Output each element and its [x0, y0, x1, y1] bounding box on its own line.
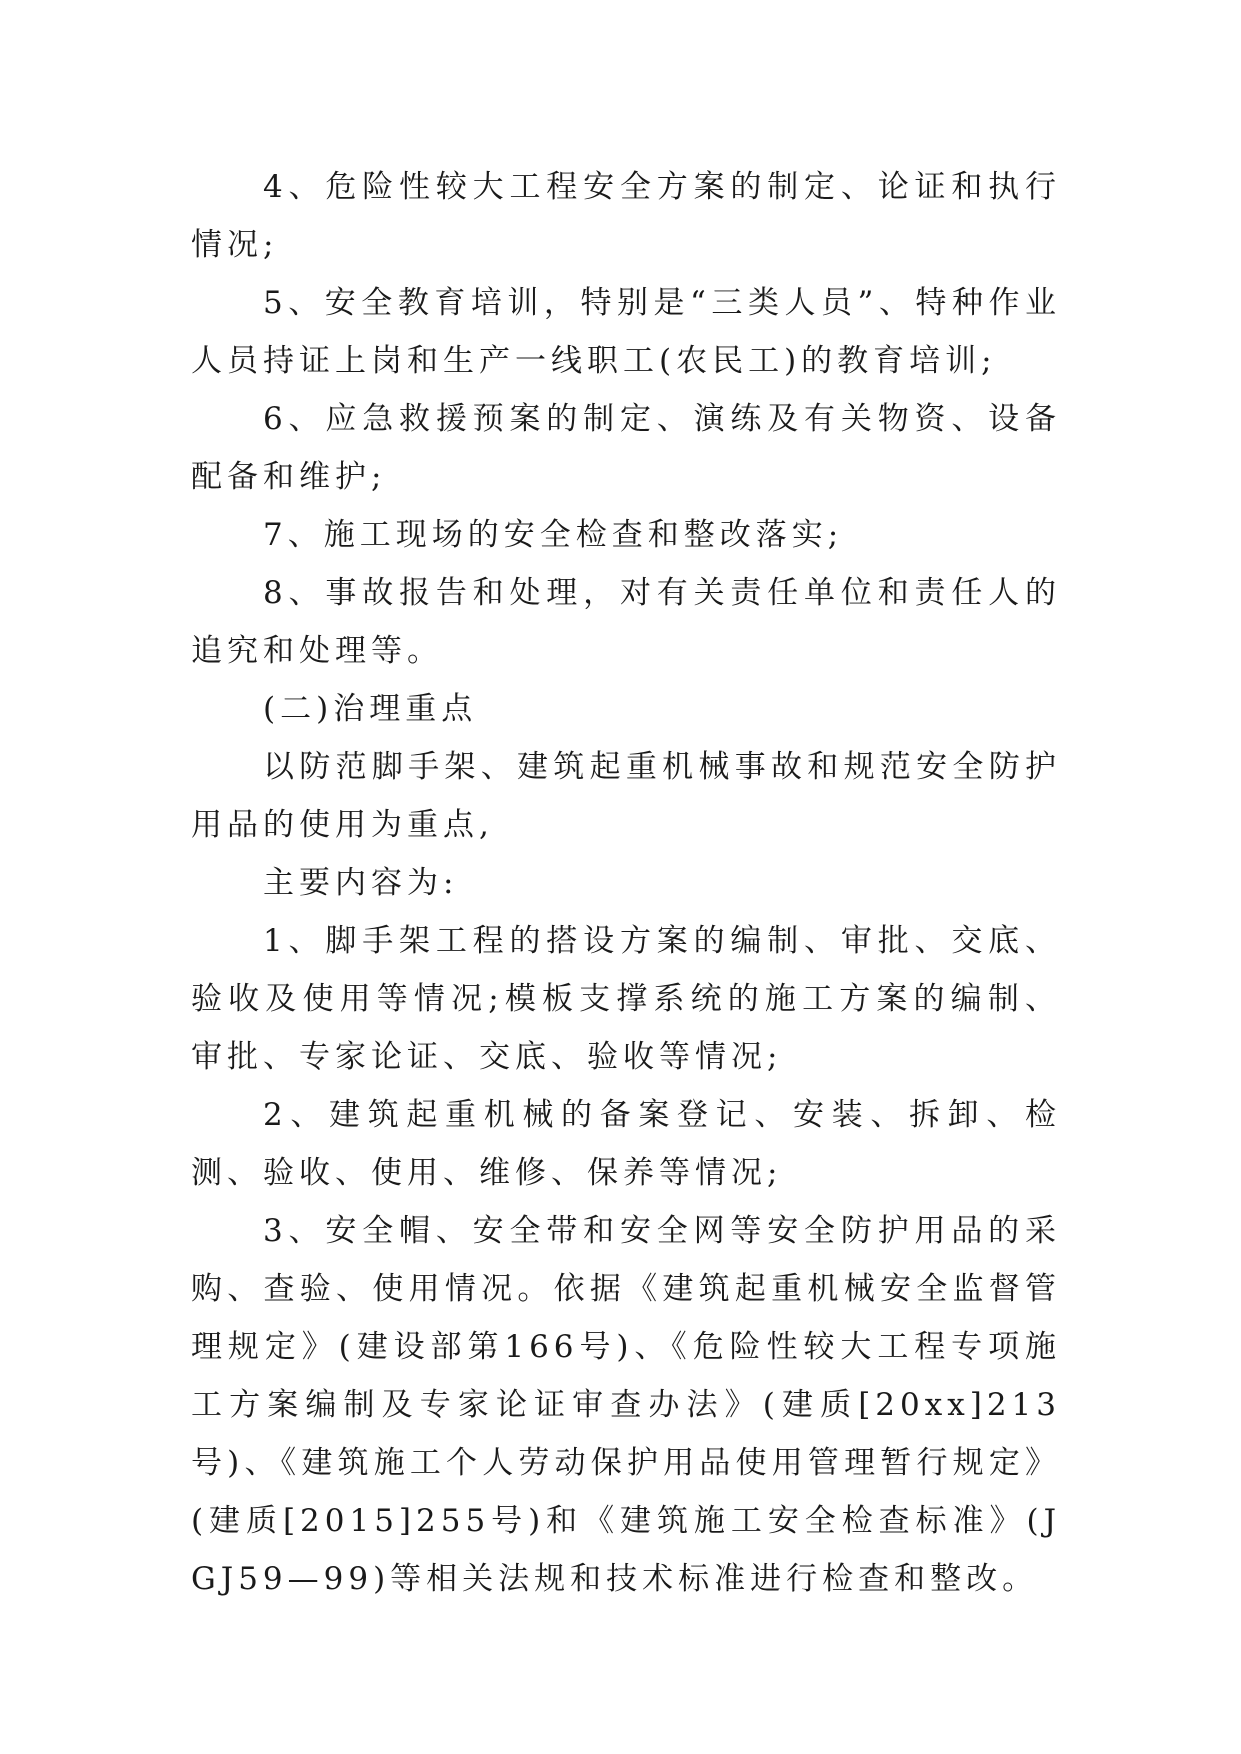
paragraph-focus: 以防范脚手架、建筑起重机械事故和规范安全防护用品的使用为重点,: [191, 749, 1061, 843]
section-heading: (二)治理重点: [263, 691, 478, 727]
paragraph-item-5: 5、安全教育培训，特别是“三类人员”、特种作业人员持证上岗和生产一线职工(农民工)的教育培训;: [191, 285, 1061, 379]
paragraph-item-8: 8、事故报告和处理，对有关责任单位和责任人的追究和处理等。: [191, 575, 1061, 669]
document-body: [191, 158, 1061, 1608]
paragraph-item-2: 2、建筑起重机械的备案登记、安装、拆卸、检测、验收、使用、维修、保养等情况;: [191, 1097, 1061, 1191]
paragraph-main-content: 主要内容为:: [263, 865, 459, 901]
paragraph-item-1: 1、脚手架工程的搭设方案的编制、审批、交底、验收及使用等情况;模板支撑系统的施工方案的编制、审批、专家论证、交底、验收等情况;: [191, 923, 1061, 1075]
paragraph-item-3: 3、安全帽、安全带和安全网等安全防护用品的采购、查验、使用情况。依据《建筑起重机械安全监督管理规定》(建设部第166号)、《危险性较大工程专项施工方案编制及专家论证审查办法》(建质[20xx]213号)、《建筑施工个人劳动保护用品使用管理暂行规定》(建质[2015]255号)和《建筑施工安全检查标准》(JGJ59—99)等相关法规和技术标准进行检查和整改。: [191, 1213, 1061, 1597]
paragraph-item-7: 7、施工现场的安全检查和整改落实;: [263, 517, 844, 553]
paragraph-item-6: 6、应急救援预案的制定、演练及有关物资、设备配备和维护;: [191, 401, 1061, 495]
paragraph-item-4: 4、危险性较大工程安全方案的制定、论证和执行情况;: [191, 169, 1061, 263]
